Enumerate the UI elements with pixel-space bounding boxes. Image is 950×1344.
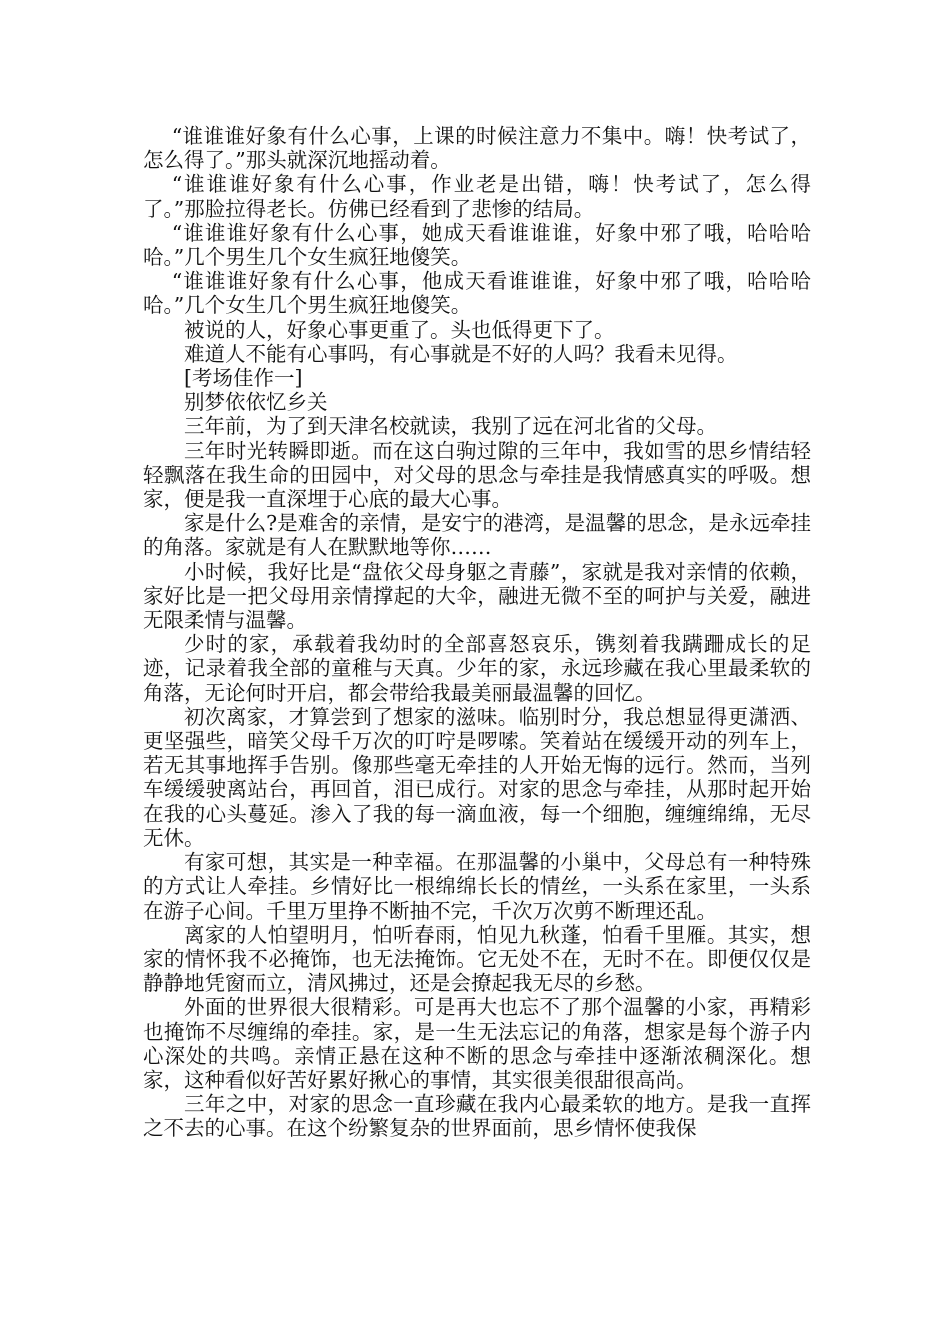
essay-paragraph: 离家的人怕望明月，怕听春雨，怕见九秋蓬，怕看千里雁。其实，想家的情怀我不必掩饰，也无法掩饰。它无处不在，无时不在。即便仅仅是静静地凭窗而立，清风拂过，还是会撩起我无尽的乡愁。 (143, 922, 811, 996)
essay-paragraph: 三年时光转瞬即逝。而在这白驹过隙的三年中，我如雪的思乡情结轻轻飘落在我生命的田园中，对父母的思念与牵挂是我情感真实的呼吸。想家，便是我一直深埋于心底的最大心事。 (143, 438, 811, 512)
essay-paragraph: 三年前，为了到天津名校就读，我别了远在河北省的父母。 (184, 414, 717, 439)
paragraph: 被说的人，好象心事更重了。头也低得更下了。 (184, 317, 615, 342)
paragraph: “谁谁谁好象有什么心事，他成天看谁谁谁，好象中邪了哦，哈哈哈哈。”几个女生几个男生疯狂地傻笑。 (143, 269, 811, 318)
essay-paragraph: 初次离家，才算尝到了想家的滋味。临别时分，我总想显得更潇洒、更坚强些，暗笑父母千万次的叮咛是啰嗦。笑着站在缓缓开动的列车上，若无其事地挥手告别。像那些毫无牵挂的人开始无悔的远行。然而，当列车缓缓驶离站台，再回首，泪已成行。对家的思念与牵挂，从那时起开始在我的心头蔓延。渗入了我的每一滴血液，每一个细胞，缠缠绵绵，无尽无休。 (143, 704, 811, 850)
paragraph: “谁谁谁好象有什么心事，上课的时候注意力不集中。嗨！快考试了，怎么得了。”那头就深沉地摇动着。 (143, 124, 811, 173)
essay-paragraph: 有家可想，其实是一种幸福。在那温馨的小巢中，父母总有一种特殊的方式让人牵挂。乡情好比一根绵绵长长的情丝，一头系在家里，一头系在游子心间。千里万里挣不断抽不完，千次万次剪不断理还乱。 (143, 850, 811, 923)
essay-paragraph: 小时候，我好比是“盘依父母身躯之青藤”，家就是我对亲情的依赖，家好比是一把父母用亲情撑起的大伞，融进无微不至的呵护与关爱，融进无限柔情与温馨。 (143, 559, 811, 633)
essay-paragraph: 少时的家，承载着我幼时的全部喜怒哀乐，镌刻着我蹒跚成长的足迹，记录着我全部的童稚与天真。少年的家，永远珍藏在我心里最柔软的角落，无论何时开启，都会带给我最美丽最温馨的回忆。 (143, 632, 811, 705)
document-page (143, 124, 811, 1141)
paragraph: 难道人不能有心事吗，有心事就是不好的人吗？我看未见得。 (184, 341, 738, 366)
section-label: [考场佳作一] (184, 366, 303, 391)
paragraph: “谁谁谁好象有什么心事，她成天看谁谁谁，好象中邪了哦，哈哈哈哈。”几个男生几个女生疯狂地傻笑。 (143, 220, 811, 270)
essay-paragraph: 家是什么?是难舍的亲情，是安宁的港湾，是温馨的思念，是永远牵挂的角落。家就是有人在默默地等你…… (143, 511, 811, 560)
paragraph: “谁谁谁好象有什么心事，作业老是出错，嗨！快考试了，怎么得了。”那脸拉得老长。仿佛已经看到了悲惨的结局。 (143, 172, 811, 221)
essay-paragraph: 三年之中，对家的思念一直珍藏在我内心最柔软的地方。是我一直挥之不去的心事。在这个纷繁复杂的世界面前，思乡情怀使我保 (143, 1092, 811, 1141)
essay-paragraph: 外面的世界很大很精彩。可是再大也忘不了那个温馨的小家，再精彩也掩饰不尽缠绵的牵挂。家，是一生无法忘记的角落，想家是每个游子内心深处的共鸣。亲情正悬在这种不断的思念与牵挂中逐渐浓稠深化。想家，这种看似好苦好累好揪心的事情，其实很美很甜很高尚。 (143, 995, 811, 1092)
essay-title: 别梦依依忆乡关 (184, 390, 328, 415)
